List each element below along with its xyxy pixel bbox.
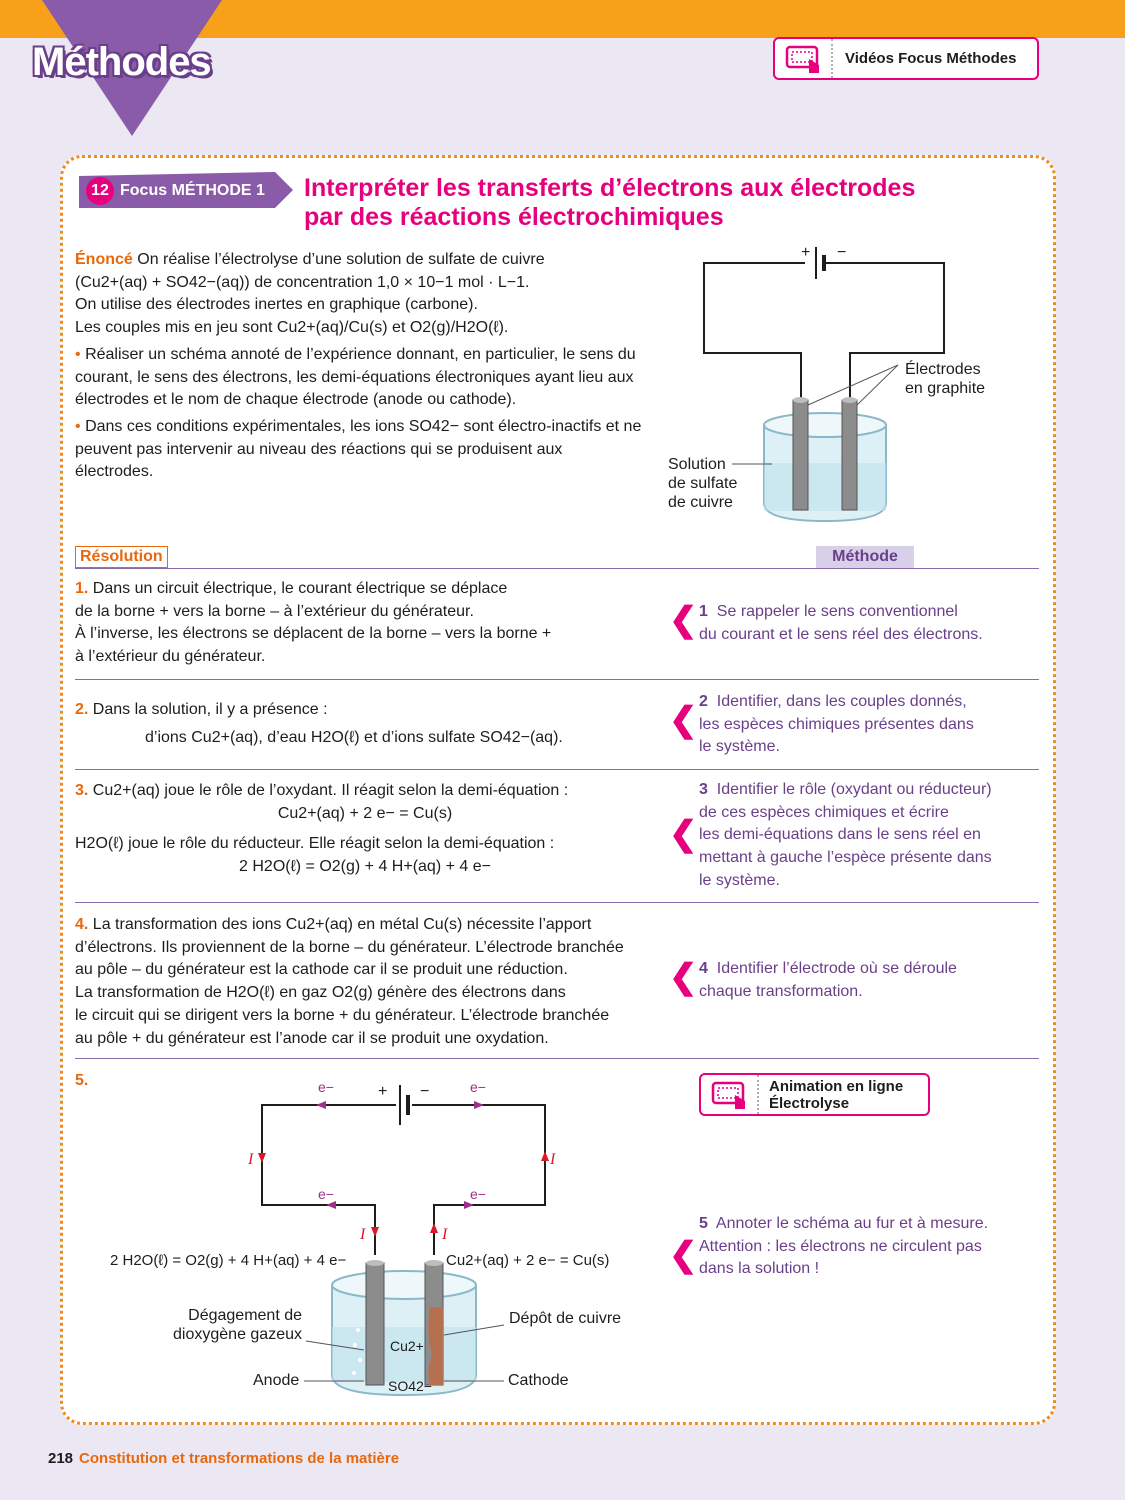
chevron-left-icon: ❮: [669, 701, 698, 739]
enonce-line1: On réalise l’électrolyse d’une solution de sulfate de cuivre: [137, 251, 545, 268]
divider: [75, 902, 1039, 903]
videos-focus-label: Vidéos Focus Méthodes: [845, 50, 1017, 67]
electron-label: e−: [318, 1079, 334, 1095]
sulfate-ion-label: SO42−: [388, 1378, 432, 1394]
focus-number: 12: [86, 177, 114, 205]
method-2: 2 Identifier, dans les couples donnés, les espèces chimiques présentes dans le système.: [699, 693, 974, 756]
anode-equation: 2 H2O(ℓ) = O2(g) + 4 H+(aq) + 4 e−: [110, 1252, 347, 1269]
enonce-bullet2: Dans ces conditions expérimentales, les ions SO42− sont électro-inactifs et ne peuvent pas intervenir au niveau des réactions qui se produisent aux électrodes.: [75, 417, 642, 481]
chevron-left-icon: ❮: [669, 815, 698, 853]
cathode-equation: Cu2+(aq) + 2 e− = Cu(s): [446, 1252, 610, 1269]
divider: [75, 568, 1039, 569]
chevron-left-icon: ❮: [669, 958, 698, 996]
current-label: I: [550, 1151, 556, 1168]
method-heading-line1: Interpréter les transferts d’électrons aux électrodes: [304, 174, 916, 202]
touch-screen-icon: [775, 39, 833, 78]
step-4: 4. La transformation des ions Cu2+(aq) en métal Cu(s) nécessite l’apport d’électrons. Ils proviennent de la borne – du générateur. L’électrode branchée au pôle – du générateur est la cathode car il se produit une réduction. La transformation de H2O(ℓ) en gaz O2(g) génère des électrons dans le circuit qui se dirigent vers la borne + du générateur. L’électrode branchée au pôle + du générateur est l’anode car il se produit une oxydation.: [75, 916, 624, 1047]
electrodes-label: Électrodes en graphite: [905, 361, 986, 397]
focus-badge-text: [86, 177, 265, 205]
chapter-title: Constitution et transformations de la matière: [79, 1450, 400, 1467]
enonce-line2: (Cu2+(aq) + SO42−(aq)) de concentration 1,0 × 10−1 mol · L−1.: [75, 273, 530, 291]
current-label: I: [360, 1226, 366, 1243]
method-4: 4 Identifier l’électrode où se déroule chaque transformation.: [699, 960, 957, 1000]
divider: [75, 769, 1039, 770]
diagram1-plus: +: [801, 244, 811, 261]
animation-label: Animation en ligne Électrolyse: [769, 1077, 904, 1112]
step-1: 1. Dans un circuit électrique, le courant électrique se déplace de la borne + vers la borne – à l’extérieur du générateur. À l’inverse, les électrons se déplacent de la borne – vers la borne + à l’extérieur du générateur.: [75, 580, 552, 666]
videos-focus-button[interactable]: [773, 37, 1039, 80]
diagram2-minus: −: [420, 1083, 430, 1100]
method-5: 5 Annoter le schéma au fur et à mesure. Attention : les électrons ne circulent pas dans la solution !: [699, 1215, 989, 1278]
copper-deposit-label: Dépôt de cuivre: [509, 1310, 622, 1327]
touch-screen-icon: [701, 1075, 759, 1114]
chevron-left-icon: ❮: [669, 601, 698, 639]
enonce-bullet1: Réaliser un schéma annoté de l’expérience donnant, en particulier, le sens du courant, le sens des électrons, les demi-équations électroniques ayant lieu aux électrodes et le nom de chaque électrode (anode ou cathode).: [75, 345, 636, 409]
bullet-icon: •: [75, 417, 81, 435]
electron-label: e−: [470, 1186, 486, 1202]
bullet-icon: •: [75, 345, 81, 363]
enonce-block: [75, 249, 645, 484]
electron-label: e−: [470, 1079, 486, 1095]
page-footer: [48, 1450, 399, 1467]
enonce-line4: Les couples mis en jeu sont Cu2+(aq)/Cu(s) et O2(g)/H2O(ℓ).: [75, 319, 509, 337]
current-label: I: [442, 1226, 448, 1243]
anode-label: Anode: [253, 1372, 300, 1389]
diagram2-plus: +: [378, 1083, 388, 1100]
divider: [75, 1058, 1039, 1059]
page-number: 218: [48, 1450, 74, 1467]
page-title: Méthodes: [32, 40, 211, 84]
step-3: 3. Cu2+(aq) joue le rôle de l’oxydant. Il réagit selon la demi-équation : Cu2+(aq) + 2 e− = Cu(s) H2O(ℓ) joue le rôle du réducteur. Elle réagit selon la demi-équation : 2 H2O(ℓ) = O2(g) + 4 H+(aq) + 4 e−: [75, 782, 569, 876]
method-heading-line2: par des réactions électrochimiques: [304, 203, 724, 231]
diagram1-minus: −: [837, 244, 847, 261]
enonce-line3: On utilise des électrodes inertes en graphique (carbone).: [75, 296, 478, 314]
resolution-label: Résolution: [75, 546, 168, 568]
enonce-label: Énoncé: [75, 251, 133, 268]
solution-label: Solution de sulfate de cuivre: [668, 456, 738, 511]
current-label: I: [248, 1151, 254, 1168]
electron-label: e−: [318, 1186, 334, 1202]
chevron-left-icon: ❮: [669, 1236, 698, 1274]
focus-label: Focus MÉTHODE 1: [120, 182, 265, 199]
copper-ion-label: Cu2+: [390, 1338, 424, 1354]
oxygen-label: Dégagement de dioxygène gazeux: [173, 1307, 302, 1343]
animation-button[interactable]: [699, 1073, 930, 1116]
step-2: 2. Dans la solution, il y a présence : d’ions Cu2+(aq), d’eau H2O(ℓ) et d’ions sulfate SO42−(aq).: [75, 701, 563, 746]
method-heading: [304, 174, 1004, 232]
cathode-label: Cathode: [508, 1372, 569, 1389]
method-label: Méthode: [816, 546, 914, 568]
method-3: 3 Identifier le rôle (oxydant ou réducteur) de ces espèces chimiques et écrire les demi-équations dans le sens réel en mettant à gauche l’espèce présente dans le système.: [699, 781, 992, 889]
method-1: 1 Se rappeler le sens conventionnel du courant et le sens réel des électrons.: [699, 603, 983, 643]
divider: [75, 679, 1039, 680]
step-5-number: 5.: [75, 1072, 89, 1089]
